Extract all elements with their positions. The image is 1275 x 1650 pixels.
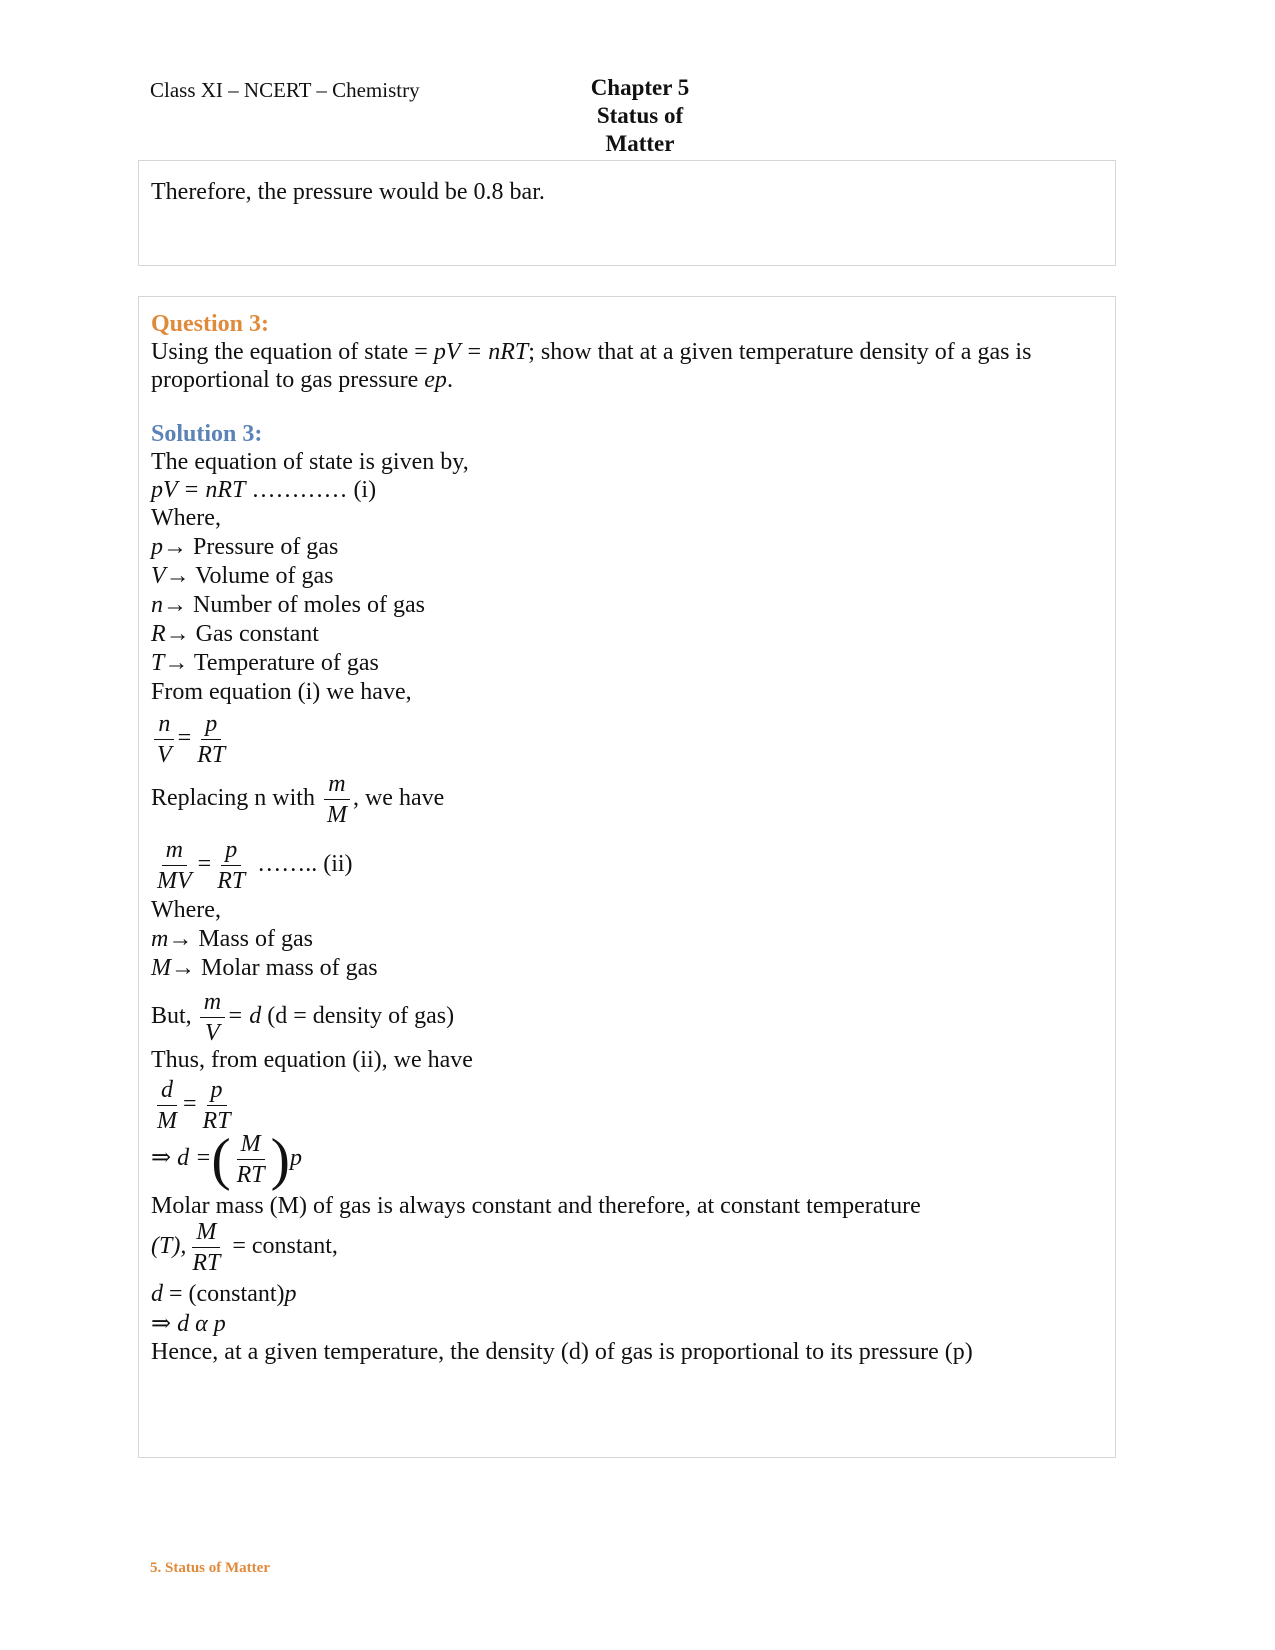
question-heading: Question 3: xyxy=(151,311,270,337)
arrow-icon: → xyxy=(164,650,189,676)
denominator: RT xyxy=(236,1162,265,1188)
def-row xyxy=(151,926,313,953)
solution-heading: Solution 3: xyxy=(151,421,263,447)
denominator: V xyxy=(205,1020,220,1046)
replace-text-b: , we have xyxy=(352,785,445,812)
def-text: Molar mass of gas xyxy=(195,955,378,981)
fraction xyxy=(213,835,249,896)
arrow-icon: → xyxy=(163,534,187,560)
equals-sign: = xyxy=(197,851,212,878)
arrow-icon: → xyxy=(168,926,193,952)
fraction-equation-2 xyxy=(151,835,353,896)
q1-text-a: Using the equation of state = xyxy=(151,339,434,365)
denominator: RT xyxy=(197,742,226,768)
left-paren: ( xyxy=(211,1126,231,1192)
def-text: Temperature of gas xyxy=(188,650,379,676)
def-text: Pressure of gas xyxy=(187,534,339,560)
eq1-tag: ………… (i) xyxy=(245,477,377,503)
question-solution-box xyxy=(138,296,1116,1458)
chapter-title: Status of Matter xyxy=(596,103,684,156)
arrow-icon: → xyxy=(165,621,190,647)
conclusion-text: Hence, at a given temperature, the density (d) of gas is proportional to its pressure (p) xyxy=(151,1339,973,1365)
constant-line xyxy=(151,1217,338,1278)
numerator: n xyxy=(154,709,174,740)
def-row xyxy=(151,955,378,982)
const-text-b: = constant, xyxy=(226,1233,338,1260)
denominator: V xyxy=(157,742,172,768)
def-symbol: T xyxy=(151,650,165,676)
numerator: p xyxy=(207,1075,227,1106)
density-expression xyxy=(151,1126,302,1192)
answer-continuation-box xyxy=(138,160,1116,266)
denominator: M xyxy=(326,802,347,828)
numerator: p xyxy=(221,835,241,866)
question-line-2 xyxy=(151,367,453,394)
q1-text-b: ; show that at a given temperature density of a gas is xyxy=(528,339,1032,365)
replace-text-a: Replacing n with xyxy=(151,785,321,812)
def-row xyxy=(151,563,333,590)
equation-1 xyxy=(151,477,376,504)
thus-text: Thus, from equation (ii), we have xyxy=(151,1047,473,1073)
numerator: m xyxy=(324,769,349,800)
def-symbol: p xyxy=(151,534,163,560)
replacing-line xyxy=(151,769,444,830)
fraction xyxy=(153,1075,181,1136)
where-label-1: Where, xyxy=(151,505,221,531)
but-line xyxy=(151,987,454,1048)
q2-var: ep xyxy=(424,367,447,393)
header-class-label: Class XI – NCERT – Chemistry xyxy=(150,78,420,102)
header-chapter xyxy=(560,74,720,158)
fraction xyxy=(188,1217,224,1278)
def-text: Number of moles of gas xyxy=(187,592,425,618)
denominator: RT xyxy=(202,1108,231,1134)
d-constant: = (constant) xyxy=(163,1281,285,1307)
def-symbol: V xyxy=(151,563,166,589)
def-text: Volume of gas xyxy=(189,563,334,589)
footer-chapter-label: 5. Status of Matter xyxy=(150,1560,270,1576)
denominator: RT xyxy=(217,868,246,894)
numerator: m xyxy=(200,987,225,1018)
arrow-icon: → xyxy=(171,955,195,981)
p-var: p xyxy=(284,1281,297,1307)
def-row xyxy=(151,621,319,648)
pressure-result-text: Therefore, the pressure would be 0.8 bar. xyxy=(151,179,545,205)
fraction xyxy=(193,709,229,770)
from-equation-text: From equation (i) we have, xyxy=(151,679,412,705)
fraction-equation-1 xyxy=(151,709,231,770)
arrow-icon: → xyxy=(163,592,187,618)
where-label-2: Where, xyxy=(151,897,221,923)
q1-equation: pV = nRT xyxy=(433,339,529,365)
def-symbol: R xyxy=(151,621,166,647)
const-text-a: (T), xyxy=(151,1233,187,1260)
fraction xyxy=(153,709,176,770)
arrow-icon: → xyxy=(165,563,190,589)
fraction xyxy=(200,987,225,1048)
fraction xyxy=(233,1129,269,1190)
equals-sign: = xyxy=(183,1091,197,1118)
d-var: d xyxy=(151,1281,163,1307)
solution-intro: The equation of state is given by, xyxy=(151,449,469,475)
eq2-tag: …….. (ii) xyxy=(251,851,353,878)
fraction xyxy=(153,835,196,896)
numerator: M xyxy=(192,1217,220,1248)
numerator: p xyxy=(201,709,221,740)
but-text-b: (d = density of gas) xyxy=(261,1003,455,1030)
but-text-a: But, xyxy=(151,1003,198,1030)
right-paren: ) xyxy=(270,1126,290,1192)
denominator: M xyxy=(157,1108,177,1134)
chapter-number: Chapter 5 xyxy=(590,75,690,100)
q2-text-a: proportional to gas pressure xyxy=(151,367,425,393)
numerator: d xyxy=(157,1075,177,1106)
fraction xyxy=(323,769,351,830)
def-row xyxy=(151,592,425,619)
proportional-expression: ⇒ d α p xyxy=(151,1311,226,1337)
equals-sign: = xyxy=(177,725,192,752)
numerator: m xyxy=(162,835,187,866)
q2-text-b: . xyxy=(446,367,453,393)
def-symbol: M xyxy=(151,955,171,981)
denominator: MV xyxy=(157,868,192,894)
def-symbol: m xyxy=(151,926,169,952)
molar-mass-text: Molar mass (M) of gas is always constant and therefore, at constant temperature xyxy=(151,1193,921,1219)
def-symbol: n xyxy=(151,592,163,618)
def-text: Gas constant xyxy=(189,621,319,647)
d-rhs: p xyxy=(289,1145,302,1172)
d-constant-line xyxy=(151,1281,297,1308)
question-line-1 xyxy=(151,339,1031,366)
def-text: Mass of gas xyxy=(192,926,313,952)
def-row xyxy=(151,650,379,677)
denominator: RT xyxy=(192,1250,221,1276)
d-lhs: ⇒ d = xyxy=(151,1145,212,1172)
but-equals: = d xyxy=(227,1003,262,1030)
eq1-expr: pV = nRT xyxy=(151,477,246,503)
numerator: M xyxy=(237,1129,265,1160)
def-row xyxy=(151,534,338,561)
